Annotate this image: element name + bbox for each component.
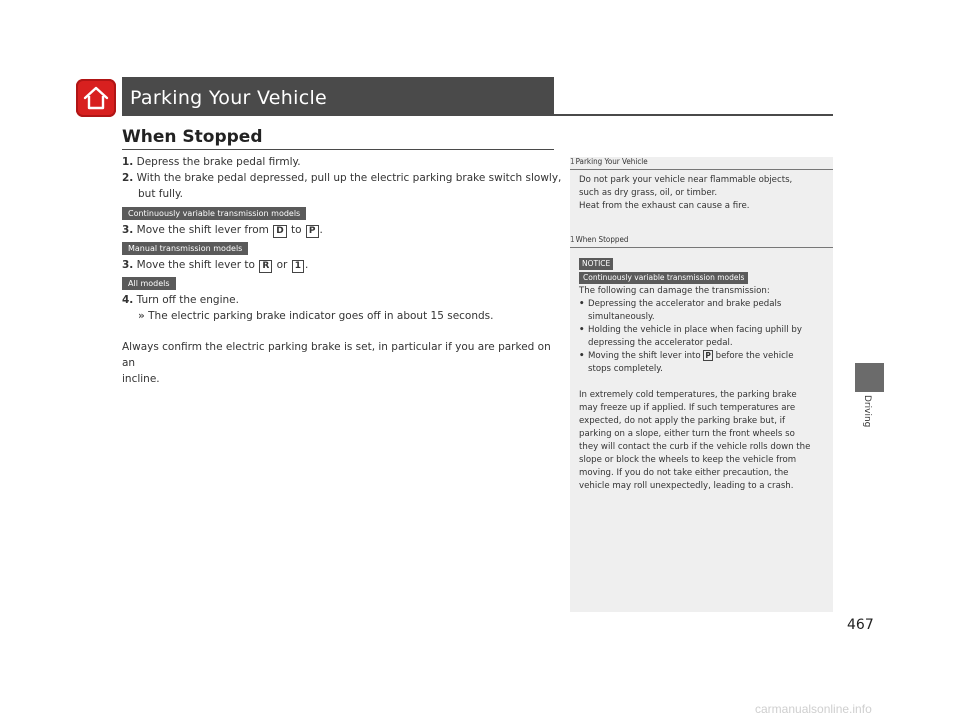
model-tag-cvt: Continuously variable transmission models	[122, 207, 306, 220]
model-tag-all: All models	[122, 277, 176, 290]
home-button[interactable]	[76, 79, 116, 117]
sidebar-note-header	[570, 235, 628, 244]
shift-key-r: R	[259, 260, 272, 273]
section-divider	[122, 149, 554, 150]
step-text: Turn off the engine.	[136, 294, 239, 306]
note-line: The following can damage the transmission:	[579, 286, 770, 296]
step-number: 3.	[122, 259, 134, 271]
step-text: .	[304, 259, 309, 271]
note-line: parking on a slope, either turn the front wheels so	[579, 429, 795, 439]
step-number: 3.	[122, 224, 134, 236]
list-item	[579, 324, 827, 350]
page-title: Parking Your Vehicle	[130, 87, 328, 109]
step-3-cvt	[122, 222, 323, 238]
sidebar-note-title: Parking Your Vehicle	[575, 157, 648, 166]
reference-mark-icon: 1	[570, 157, 575, 166]
shift-key-p: P	[705, 351, 711, 360]
sidebar-note-title: When Stopped	[575, 235, 629, 244]
note-line: • Holding the vehicle in place when facing uphill by	[588, 325, 802, 335]
step-2	[122, 170, 562, 202]
sidebar-note-header	[570, 157, 648, 166]
note-line: may freeze up if applied. If such temperatures are	[579, 403, 796, 413]
step-text: .	[319, 224, 323, 236]
sidebar-divider	[570, 169, 833, 170]
step-3-manual	[122, 257, 308, 273]
list-item	[579, 298, 827, 324]
subpoint-arrow-icon: »	[138, 310, 145, 322]
reference-mark-icon: 1	[570, 235, 575, 244]
step-text: With the brake pedal depressed, pull up the electric parking brake switch slowly,	[136, 172, 562, 184]
shift-key-1: 1	[292, 260, 304, 273]
note-line: slope or block the wheels to keep the vehicle from	[579, 455, 797, 465]
note-line: Heat from the exhaust can cause a fire.	[579, 201, 750, 211]
note-text: Moving the shift lever into	[588, 351, 701, 361]
step-4	[122, 292, 493, 324]
step-1	[122, 154, 301, 170]
sidebar-note-body	[579, 174, 827, 213]
note-line: they will contact the curb if the vehicle rolls down the	[579, 442, 811, 452]
damage-list	[579, 298, 827, 376]
step-number: 1.	[122, 156, 134, 168]
step-text: to	[291, 224, 302, 236]
list-item	[579, 350, 827, 376]
shift-key-p: P	[306, 225, 319, 238]
note-line: such as dry grass, oil, or timber.	[579, 188, 718, 198]
chapter-label: Driving	[862, 395, 872, 428]
step-text: or	[276, 259, 288, 271]
page-number: 467	[847, 617, 874, 633]
sidebar-divider	[570, 247, 833, 248]
watermark-text: carmanualsonline.info	[755, 702, 872, 716]
closing-line: incline.	[122, 373, 160, 385]
note-text: before the vehicle	[715, 351, 794, 361]
home-icon	[82, 85, 110, 111]
note-line: simultaneously.	[588, 312, 655, 322]
note-line: depressing the accelerator pedal.	[588, 338, 733, 348]
note-line: moving. If you do not take either precaution, the	[579, 468, 789, 478]
shift-key-d: D	[273, 225, 286, 238]
model-tag-cvt: Continuously variable transmission models	[579, 272, 748, 284]
subpoint-text: The electric parking brake indicator goes off in about 15 seconds.	[148, 310, 494, 322]
note-line: Do not park your vehicle near flammable objects,	[579, 175, 793, 185]
note-line: vehicle may roll unexpectedly, leading to a crash.	[579, 481, 794, 491]
closing-paragraph	[122, 339, 562, 387]
note-line: • Depressing the accelerator and brake pedals	[588, 299, 782, 309]
title-bar	[122, 77, 554, 114]
step-text-continued: but fully.	[138, 188, 184, 200]
step-number: 2.	[122, 172, 134, 184]
step-text: Move the shift lever from	[136, 224, 269, 236]
step-text: Move the shift lever to	[136, 259, 255, 271]
chapter-tab[interactable]	[855, 363, 884, 392]
note-line: In extremely cold temperatures, the parking brake	[579, 390, 797, 400]
note-line: stops completely.	[588, 364, 663, 374]
notice-badge: NOTICE	[579, 258, 613, 270]
note-line: expected, do not apply the parking brake but, if	[579, 416, 786, 426]
section-heading: When Stopped	[122, 127, 263, 147]
cold-warning	[579, 389, 827, 493]
title-divider	[122, 114, 833, 116]
step-text: Depress the brake pedal firmly.	[136, 156, 301, 168]
closing-line: Always confirm the electric parking brake is set, in particular if you are parked on an	[122, 341, 551, 369]
step-number: 4.	[122, 294, 134, 306]
sidebar-note-body	[579, 285, 827, 493]
model-tag-manual: Manual transmission models	[122, 242, 248, 255]
